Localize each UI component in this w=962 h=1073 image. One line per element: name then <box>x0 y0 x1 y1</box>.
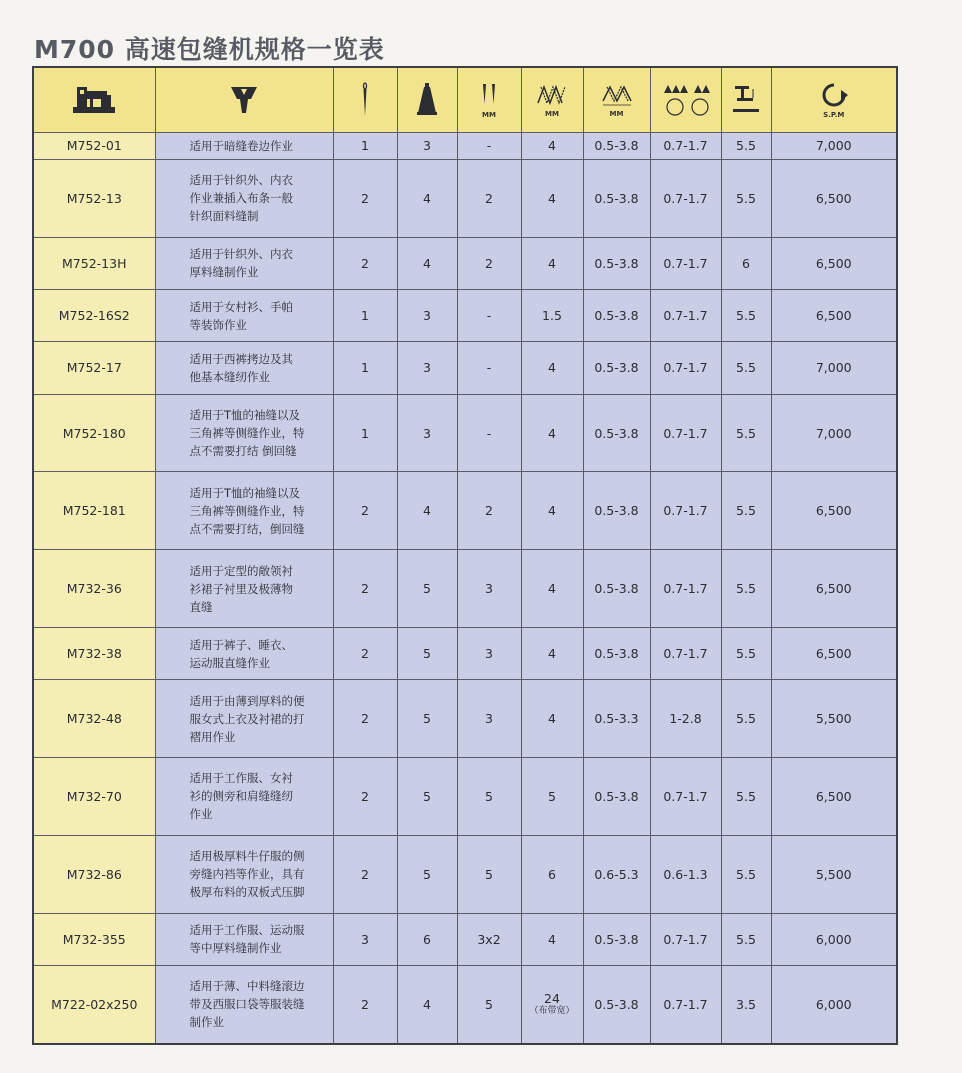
description-cell <box>155 835 333 913</box>
gauge-cell: 5 <box>457 835 521 913</box>
threads-cell: 3 <box>397 133 457 160</box>
description-line: 衫裙子衬里及极薄物 <box>189 581 293 596</box>
lift-cell: 5.5 <box>721 758 771 836</box>
table-row <box>33 133 897 160</box>
gauge-cell: 2 <box>457 237 521 289</box>
table-row <box>33 472 897 550</box>
description-line: 适用于工作服、运动服 <box>189 923 305 938</box>
table-row <box>33 159 897 237</box>
model-cell: M732-70 <box>33 758 155 836</box>
gauge-cell: 3x2 <box>457 913 521 965</box>
lift-cell: 5.5 <box>721 627 771 679</box>
needles-cell: 2 <box>333 627 397 679</box>
needles-cell: 2 <box>333 965 397 1044</box>
needles-cell: 3 <box>333 913 397 965</box>
needle-icon <box>360 81 370 117</box>
description-line: 适用于T恤的袖缝以及 <box>189 408 301 423</box>
needles-cell: 2 <box>333 237 397 289</box>
stitch-cell: 0.5-3.8 <box>583 913 650 965</box>
diff-cell: 0.7-1.7 <box>650 758 721 836</box>
description-line: 适用于女村衫、手帕 <box>189 299 293 314</box>
header-differential-feed <box>650 67 721 133</box>
diff-cell: 0.7-1.7 <box>650 913 721 965</box>
model-cell: M752-01 <box>33 133 155 160</box>
speed-cell: 6,000 <box>771 965 897 1044</box>
description-line: 制作业 <box>189 1015 224 1030</box>
speed-cell: 5,500 <box>771 835 897 913</box>
lift-cell: 5.5 <box>721 289 771 341</box>
gauge-cell: 2 <box>457 472 521 550</box>
thread-cone-icon <box>416 82 438 116</box>
width-cell: 4 <box>521 237 583 289</box>
model-cell: M752-16S2 <box>33 289 155 341</box>
description-line: 衫的侧旁和肩缝缝纫 <box>189 789 293 804</box>
needles-cell: 2 <box>333 550 397 628</box>
width-cell: 4 <box>521 342 583 394</box>
description-line: 适用于定型的敞领衬 <box>189 563 293 578</box>
speed-cell: 7,000 <box>771 342 897 394</box>
model-cell: M732-355 <box>33 913 155 965</box>
threads-cell: 4 <box>397 237 457 289</box>
description-line: 点不需要打结，倒回缝 <box>189 521 305 536</box>
speed-cell: 6,500 <box>771 237 897 289</box>
presser-foot-icon <box>227 83 261 115</box>
header-row <box>33 67 897 133</box>
description-line: 运动服直缝作业 <box>189 655 270 670</box>
gauge-cell: 5 <box>457 758 521 836</box>
model-cell: M732-38 <box>33 627 155 679</box>
model-cell: M722-02x250 <box>33 965 155 1044</box>
description-line: 适用于暗缝卷边作业 <box>189 138 293 153</box>
presser-foot-lift-icon <box>731 83 761 115</box>
header-stitch-length <box>583 67 650 133</box>
speed-cell: 6,500 <box>771 627 897 679</box>
stitch-cell: 0.6-5.3 <box>583 835 650 913</box>
description-cell <box>155 342 333 394</box>
description-line: 作业 <box>189 807 213 822</box>
model-cell: M732-36 <box>33 550 155 628</box>
table-row <box>33 237 897 289</box>
needles-cell: 2 <box>333 159 397 237</box>
width-cell: 4 <box>521 472 583 550</box>
width-cell: 6 <box>521 835 583 913</box>
description-line: 旁缝内裆等作业，具有 <box>189 867 305 882</box>
description-cell <box>155 133 333 160</box>
description-line: 等中厚料缝制作业 <box>189 941 282 956</box>
lift-cell: 5.5 <box>721 159 771 237</box>
model-cell: M752-13 <box>33 159 155 237</box>
description-cell <box>155 394 333 472</box>
threads-cell: 4 <box>397 965 457 1044</box>
gauge-cell: - <box>457 289 521 341</box>
threads-cell: 5 <box>397 680 457 758</box>
table-row <box>33 289 897 341</box>
speed-cell: 6,500 <box>771 550 897 628</box>
threads-cell: 6 <box>397 913 457 965</box>
description-line: 适用于针织外、内衣 <box>189 173 293 188</box>
speed-cell: 7,000 <box>771 394 897 472</box>
description-cell <box>155 472 333 550</box>
gauge-cell: - <box>457 394 521 472</box>
description-line: 作业兼插入布条一般 <box>189 191 293 206</box>
diff-cell: 0.7-1.7 <box>650 133 721 160</box>
lift-cell: 5.5 <box>721 913 771 965</box>
description-cell <box>155 758 333 836</box>
spec-table <box>32 66 898 1045</box>
gauge-cell: 5 <box>457 965 521 1044</box>
description-line: 三角裤等侧缝作业，特 <box>189 503 305 518</box>
differential-feed-icon <box>662 81 710 117</box>
description-cell <box>155 550 333 628</box>
width-cell: 4 <box>521 627 583 679</box>
description-line: 极厚布料的双板式压脚 <box>189 885 305 900</box>
stitch-cell: 0.5-3.8 <box>583 159 650 237</box>
threads-cell: 3 <box>397 342 457 394</box>
gauge-cell: - <box>457 133 521 160</box>
diff-cell: 0.7-1.7 <box>650 550 721 628</box>
table-row <box>33 835 897 913</box>
description-cell <box>155 159 333 237</box>
header-speed <box>771 67 897 133</box>
lift-cell: 5.5 <box>721 133 771 160</box>
description-cell <box>155 289 333 341</box>
gauge-cell: 3 <box>457 680 521 758</box>
threads-cell: 4 <box>397 472 457 550</box>
gauge-cell: 3 <box>457 627 521 679</box>
stitch-cell: 0.5-3.8 <box>583 472 650 550</box>
stitch-cell: 0.5-3.8 <box>583 965 650 1044</box>
description-line: 等装饰作业 <box>189 317 247 332</box>
width-cell: 4 <box>521 550 583 628</box>
needles-cell: 2 <box>333 758 397 836</box>
description-line: 三角裤等侧缝作业，特 <box>189 426 305 441</box>
description-line: 适用于T恤的袖缝以及 <box>189 485 301 500</box>
needle-gauge-unit: MM <box>482 110 496 119</box>
lift-cell: 5.5 <box>721 472 771 550</box>
description-cell <box>155 680 333 758</box>
lift-cell: 5.5 <box>721 550 771 628</box>
table-row <box>33 342 897 394</box>
diff-cell: 0.6-1.3 <box>650 835 721 913</box>
diff-cell: 0.7-1.7 <box>650 394 721 472</box>
speed-cell: 6,500 <box>771 159 897 237</box>
description-line: 适用极厚料牛仔服的侧 <box>189 849 305 864</box>
stitch-length-icon <box>600 83 634 107</box>
table-row <box>33 680 897 758</box>
header-model <box>33 67 155 133</box>
description-cell <box>155 627 333 679</box>
width-cell: 1.5 <box>521 289 583 341</box>
speed-icon <box>819 82 849 108</box>
description-line: 直缝 <box>189 599 213 614</box>
stitch-cell: 0.5-3.8 <box>583 550 650 628</box>
speed-cell: 6,000 <box>771 913 897 965</box>
width-value: 24 <box>544 991 560 1007</box>
description-line: 他基本缝纫作业 <box>189 369 270 384</box>
diff-cell: 0.7-1.7 <box>650 289 721 341</box>
header-application <box>155 67 333 133</box>
description-line: 适用于西裤拷边及其 <box>189 351 293 366</box>
description-cell <box>155 965 333 1044</box>
needles-cell: 1 <box>333 133 397 160</box>
model-cell: M732-48 <box>33 680 155 758</box>
stitch-cell: 0.5-3.8 <box>583 394 650 472</box>
stitch-cell: 0.5-3.3 <box>583 680 650 758</box>
stitch-length-unit: MM <box>609 109 624 118</box>
stitch-cell: 0.5-3.8 <box>583 289 650 341</box>
description-line: 厚料缝制作业 <box>189 265 259 280</box>
lift-cell: 5.5 <box>721 680 771 758</box>
description-line: 适用于工作服、女衬 <box>189 771 293 786</box>
threads-cell: 5 <box>397 627 457 679</box>
diff-cell: 0.7-1.7 <box>650 965 721 1044</box>
description-line: 服女式上衣及衬裙的打 <box>189 711 305 726</box>
needles-cell: 2 <box>333 472 397 550</box>
description-line: 适用于薄、中料缝滚边 <box>189 979 305 994</box>
header-overedge-width <box>521 67 583 133</box>
table-row <box>33 758 897 836</box>
needles-cell: 1 <box>333 289 397 341</box>
speed-cell: 6,500 <box>771 472 897 550</box>
overedge-width-unit: MM <box>545 109 559 118</box>
diff-cell: 0.7-1.7 <box>650 342 721 394</box>
lift-cell: 5.5 <box>721 835 771 913</box>
table-row <box>33 394 897 472</box>
diff-cell: 1-2.8 <box>650 680 721 758</box>
needles-cell: 2 <box>333 835 397 913</box>
needles-cell: 1 <box>333 394 397 472</box>
model-cell: M752-180 <box>33 394 155 472</box>
model-cell: M752-13H <box>33 237 155 289</box>
needles-cell: 2 <box>333 680 397 758</box>
gauge-cell: 3 <box>457 550 521 628</box>
speed-cell: 5,500 <box>771 680 897 758</box>
description-line: 点不需要打结 倒回缝 <box>189 444 297 459</box>
table-row <box>33 913 897 965</box>
threads-cell: 5 <box>397 758 457 836</box>
diff-cell: 0.7-1.7 <box>650 627 721 679</box>
stitch-cell: 0.5-3.8 <box>583 237 650 289</box>
threads-cell: 3 <box>397 289 457 341</box>
description-cell <box>155 913 333 965</box>
model-cell: M752-17 <box>33 342 155 394</box>
needles-cell: 1 <box>333 342 397 394</box>
diff-cell: 0.7-1.7 <box>650 237 721 289</box>
width-cell: 4 <box>521 394 583 472</box>
width-cell <box>521 965 583 1044</box>
lift-cell: 3.5 <box>721 965 771 1044</box>
overedge-width-icon <box>535 83 569 107</box>
stitch-cell: 0.5-3.8 <box>583 133 650 160</box>
threads-cell: 4 <box>397 159 457 237</box>
description-cell <box>155 237 333 289</box>
gauge-cell: 2 <box>457 159 521 237</box>
description-line: 带及西服口袋等服装缝 <box>189 997 305 1012</box>
page-title: M700 高速包缝机规格一览表 <box>34 35 385 64</box>
width-cell: 4 <box>521 159 583 237</box>
speed-cell: 6,500 <box>771 289 897 341</box>
sewing-machine-icon <box>71 83 117 115</box>
stitch-cell: 0.5-3.8 <box>583 758 650 836</box>
header-presser-lift <box>721 67 771 133</box>
header-threads <box>397 67 457 133</box>
description-line: 适用于针织外、内衣 <box>189 247 293 262</box>
table-row <box>33 627 897 679</box>
width-cell: 5 <box>521 758 583 836</box>
speed-cell: 6,500 <box>771 758 897 836</box>
threads-cell: 3 <box>397 394 457 472</box>
description-line: 褶用作业 <box>189 729 236 744</box>
lift-cell: 6 <box>721 237 771 289</box>
threads-cell: 5 <box>397 835 457 913</box>
needle-gauge-icon <box>478 82 500 108</box>
table-row <box>33 965 897 1044</box>
header-needle-gauge <box>457 67 521 133</box>
speed-cell: 7,000 <box>771 133 897 160</box>
gauge-cell: - <box>457 342 521 394</box>
description-line: 适用于由薄到厚料的便 <box>189 693 305 708</box>
width-note: （布带宽） <box>529 1006 575 1017</box>
width-cell: 4 <box>521 913 583 965</box>
stitch-cell: 0.5-3.8 <box>583 342 650 394</box>
width-cell: 4 <box>521 680 583 758</box>
lift-cell: 5.5 <box>721 394 771 472</box>
description-line: 针织面料缝制 <box>189 209 259 224</box>
lift-cell: 5.5 <box>721 342 771 394</box>
table-row <box>33 550 897 628</box>
threads-cell: 5 <box>397 550 457 628</box>
diff-cell: 0.7-1.7 <box>650 472 721 550</box>
diff-cell: 0.7-1.7 <box>650 159 721 237</box>
stitch-cell: 0.5-3.8 <box>583 627 650 679</box>
model-cell: M732-86 <box>33 835 155 913</box>
speed-unit: S.P.M <box>823 110 845 119</box>
description-line: 适用于裤子、睡衣、 <box>189 637 293 652</box>
width-cell: 4 <box>521 133 583 160</box>
model-cell: M752-181 <box>33 472 155 550</box>
header-needles <box>333 67 397 133</box>
